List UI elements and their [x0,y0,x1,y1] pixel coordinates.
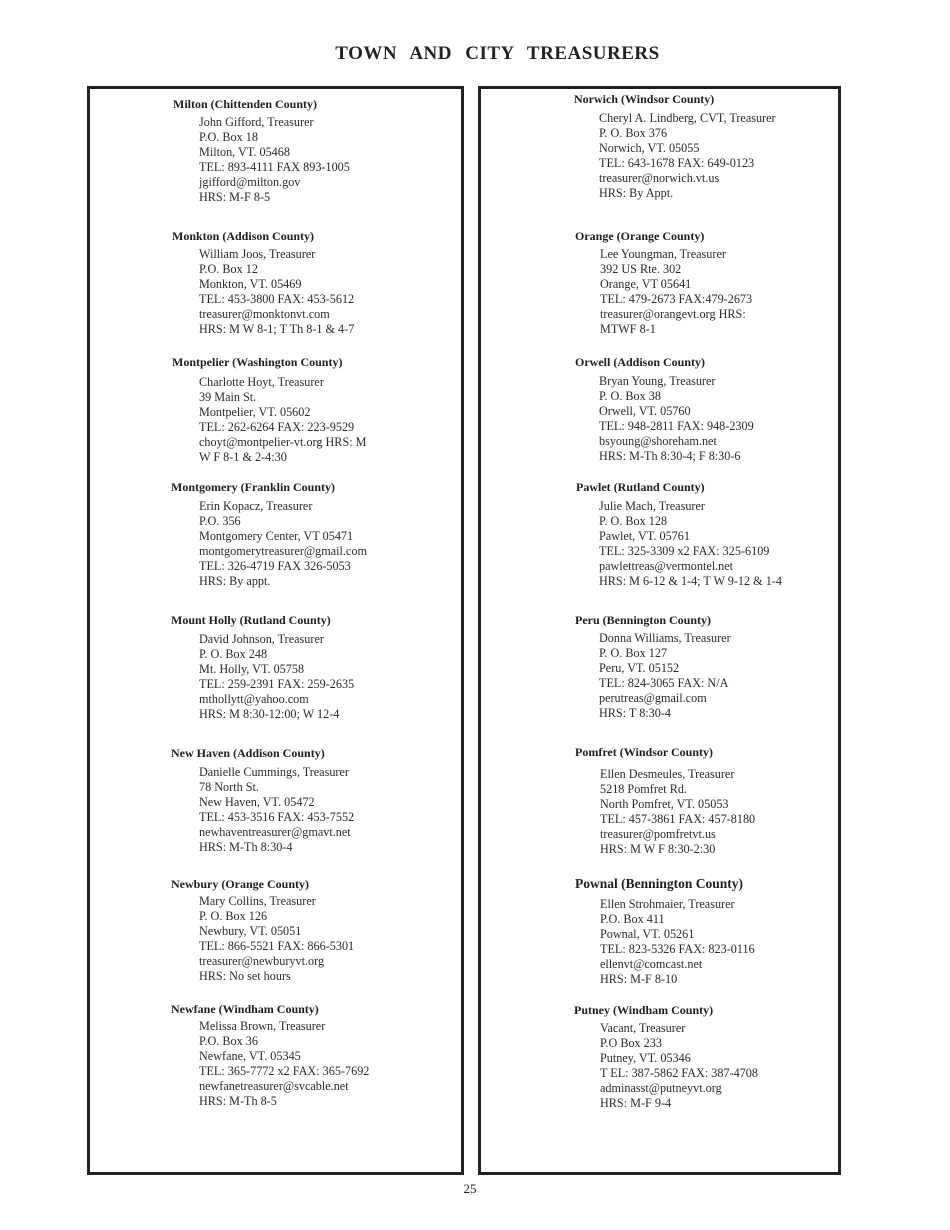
entry-line: newhaventreasurer@gmavt.net [199,825,351,839]
entry-line: montgomerytreasurer@gmail.com [199,544,367,558]
entry-line: jgifford@milton.gov [199,175,301,189]
entry-line: Lee Youngman, Treasurer [600,247,726,261]
entry-line: P. O. Box 128 [599,514,668,528]
entry-heading: Peru (Bennington County) [575,613,712,627]
entry-line: adminasst@putneyvt.org [600,1081,722,1095]
entry-line: HRS: M W F 8:30-2:30 [600,842,716,856]
entry-line: 392 US Rte. 302 [600,262,682,276]
entry-line: Pownal, VT. 05261 [600,927,695,941]
entry-heading: Putney (Windham County) [574,1003,714,1017]
entry-line: HRS: M 6-12 & 1-4; T W 9-12 & 1-4 [599,574,782,588]
entry-heading: Montgomery (Franklin County) [171,480,335,494]
entry-line: P.O. Box 12 [199,262,258,276]
entry-line: Newbury, VT. 05051 [199,924,302,938]
entry-line: TEL: 824-3065 FAX: N/A [599,676,729,690]
entry-line: HRS: No set hours [199,969,291,983]
entry-line: P.O. Box 18 [199,130,258,144]
entry-details [199,375,367,465]
entry-line: 5218 Pomfret Rd. [600,782,688,796]
page-number: 25 [463,1181,477,1196]
entry-details [199,632,354,722]
entry-line: P. O. Box 248 [199,647,268,661]
entry-line: Julie Mach, Treasurer [599,499,705,513]
entry-line: HRS: M-Th 8-5 [199,1094,277,1108]
entry-heading: Mount Holly (Rutland County) [171,613,331,627]
entry-heading: Montpelier (Washington County) [172,355,343,369]
entry-heading: New Haven (Addison County) [171,746,325,760]
entry-line: P. O. Box 126 [199,909,268,923]
entry-line: HRS: M-F 8-5 [199,190,271,204]
entry-line: David Johnson, Treasurer [199,632,324,646]
entry-details [599,374,754,464]
entry-line: treasurer@norwich.vt.us [599,171,720,185]
right-column [478,86,841,1175]
entry-line: Vacant, Treasurer [600,1021,686,1035]
entry-line: P.O. Box 36 [199,1034,258,1048]
entry-heading: Orange (Orange County) [575,229,705,243]
entry-line: TEL: 325-3309 x2 FAX: 325-6109 [599,544,770,558]
entry-line: John Gifford, Treasurer [199,115,314,129]
entry-line: HRS: By appt. [199,574,271,588]
entry-details [199,499,367,589]
entry-details [199,765,354,855]
entry-line: P.O Box 233 [600,1036,662,1050]
entry-line: Montgomery Center, VT 05471 [199,529,354,543]
entry-line: Cheryl A. Lindberg, CVT, Treasurer [599,111,776,125]
entry-line: North Pomfret, VT. 05053 [600,797,729,811]
entry-line: Donna Williams, Treasurer [599,631,731,645]
entry-line: Mary Collins, Treasurer [199,894,316,908]
entry-line: HRS: M 8:30-12:00; W 12-4 [199,707,340,721]
entry-heading: Pawlet (Rutland County) [576,480,705,494]
entry-line: William Joos, Treasurer [199,247,316,261]
entry-line: ellenvt@comcast.net [600,957,703,971]
entry-line: perutreas@gmail.com [599,691,707,705]
entry-line: 78 North St. [199,780,259,794]
page-title: TOWN AND CITY TREASURERS [335,43,660,64]
entry-heading: Pownal (Bennington County) [575,876,744,891]
entry-line: Mt. Holly, VT. 05758 [199,662,305,676]
entry-line: treasurer@orangevt.org HRS: [600,307,746,321]
entry-line: HRS: By Appt. [599,186,674,200]
entry-line: TEL: 823-5326 FAX: 823-0116 [600,942,755,956]
entry-line: Newfane, VT. 05345 [199,1049,301,1063]
entry-line: TEL: 479-2673 FAX:479-2673 [600,292,753,306]
entry-line: newfanetreasurer@svcable.net [199,1079,349,1093]
entry-line: TEL: 948-2811 FAX: 948-2309 [599,419,754,433]
entry-line: HRS: M-F 8-10 [600,972,678,986]
entry-details [600,247,752,337]
entry-line: T EL: 387-5862 FAX: 387-4708 [600,1066,758,1080]
entry-line: treasurer@pomfretvt.us [600,827,716,841]
entry-line: Bryan Young, Treasurer [599,374,716,388]
entry-line: choyt@montpelier-vt.org HRS: M [199,435,367,449]
entry-line: Milton, VT. 05468 [199,145,290,159]
entry-line: Orange, VT 05641 [600,277,692,291]
entry-details [600,1021,758,1111]
entry-line: Charlotte Hoyt, Treasurer [199,375,324,389]
entry-line: New Haven, VT. 05472 [199,795,315,809]
entry-line: Ellen Desmeules, Treasurer [600,767,735,781]
entry-details [199,894,354,984]
entry-details [199,247,354,337]
entry-details [600,897,755,987]
entry-line: MTWF 8-1 [600,322,656,336]
entry-heading: Milton (Chittenden County) [173,97,318,111]
entry-line: HRS: M W 8-1; T Th 8-1 & 4-7 [199,322,355,336]
entry-line: 39 Main St. [199,390,257,404]
entry-line: Ellen Strohmaier, Treasurer [600,897,735,911]
entry-details [199,1019,369,1109]
entry-line: TEL: 326-4719 FAX 326-5053 [199,559,351,573]
entry-line: HRS: M-Th 8:30-4; F 8:30-6 [599,449,741,463]
entry-details [199,115,350,205]
entry-line: TEL: 643-1678 FAX: 649-0123 [599,156,755,170]
entry-heading: Orwell (Addison County) [575,355,706,369]
entry-heading: Norwich (Windsor County) [574,92,715,106]
entry-line: TEL: 365-7772 x2 FAX: 365-7692 [199,1064,370,1078]
entry-line: mthollytt@yahoo.com [199,692,309,706]
entry-line: Montpelier, VT. 05602 [199,405,311,419]
entry-line: Erin Kopacz, Treasurer [199,499,313,513]
entry-line: Danielle Cummings, Treasurer [199,765,349,779]
entry-details [599,111,776,201]
entry-line: TEL: 457-3861 FAX: 457-8180 [600,812,756,826]
left-column [87,86,464,1175]
entry-line: Putney, VT. 05346 [600,1051,691,1065]
entry-line: HRS: M-Th 8:30-4 [199,840,293,854]
entry-line: pawlettreas@vermontel.net [599,559,734,573]
entry-line: Pawlet, VT. 05761 [599,529,690,543]
entry-line: TEL: 262-6264 FAX: 223-9529 [199,420,355,434]
entry-line: treasurer@newburyvt.org [199,954,325,968]
entry-heading: Newbury (Orange County) [171,877,309,891]
entry-line: P.O. 356 [199,514,241,528]
entry-line: W F 8-1 & 2-4:30 [199,450,287,464]
entry-line: HRS: T 8:30-4 [599,706,672,720]
entry-heading: Monkton (Addison County) [172,229,315,243]
entry-line: HRS: M-F 9-4 [600,1096,672,1110]
entry-line: P.O. Box 411 [600,912,665,926]
entry-line: Monkton, VT. 05469 [199,277,302,291]
entry-details [600,767,755,857]
entry-details [599,631,731,721]
entry-line: TEL: 866-5521 FAX: 866-5301 [199,939,355,953]
entry-line: Peru, VT. 05152 [599,661,680,675]
entry-line: TEL: 259-2391 FAX: 259-2635 [199,677,355,691]
entry-line: TEL: 453-3800 FAX: 453-5612 [199,292,355,306]
entry-line: Norwich, VT. 05055 [599,141,700,155]
entry-line: TEL: 893-4111 FAX 893-1005 [199,160,350,174]
entry-heading: Pomfret (Windsor County) [575,745,713,759]
entry-line: TEL: 453-3516 FAX: 453-7552 [199,810,355,824]
entry-details [599,499,782,589]
entry-line: treasurer@monktonvt.com [199,307,330,321]
entry-line: P. O. Box 376 [599,126,668,140]
entry-heading: Newfane (Windham County) [171,1002,319,1016]
entry-line: Orwell, VT. 05760 [599,404,691,418]
entry-line: P. O. Box 127 [599,646,668,660]
entry-line: Melissa Brown, Treasurer [199,1019,326,1033]
entry-line: bsyoung@shoreham.net [599,434,717,448]
entry-line: P. O. Box 38 [599,389,661,403]
